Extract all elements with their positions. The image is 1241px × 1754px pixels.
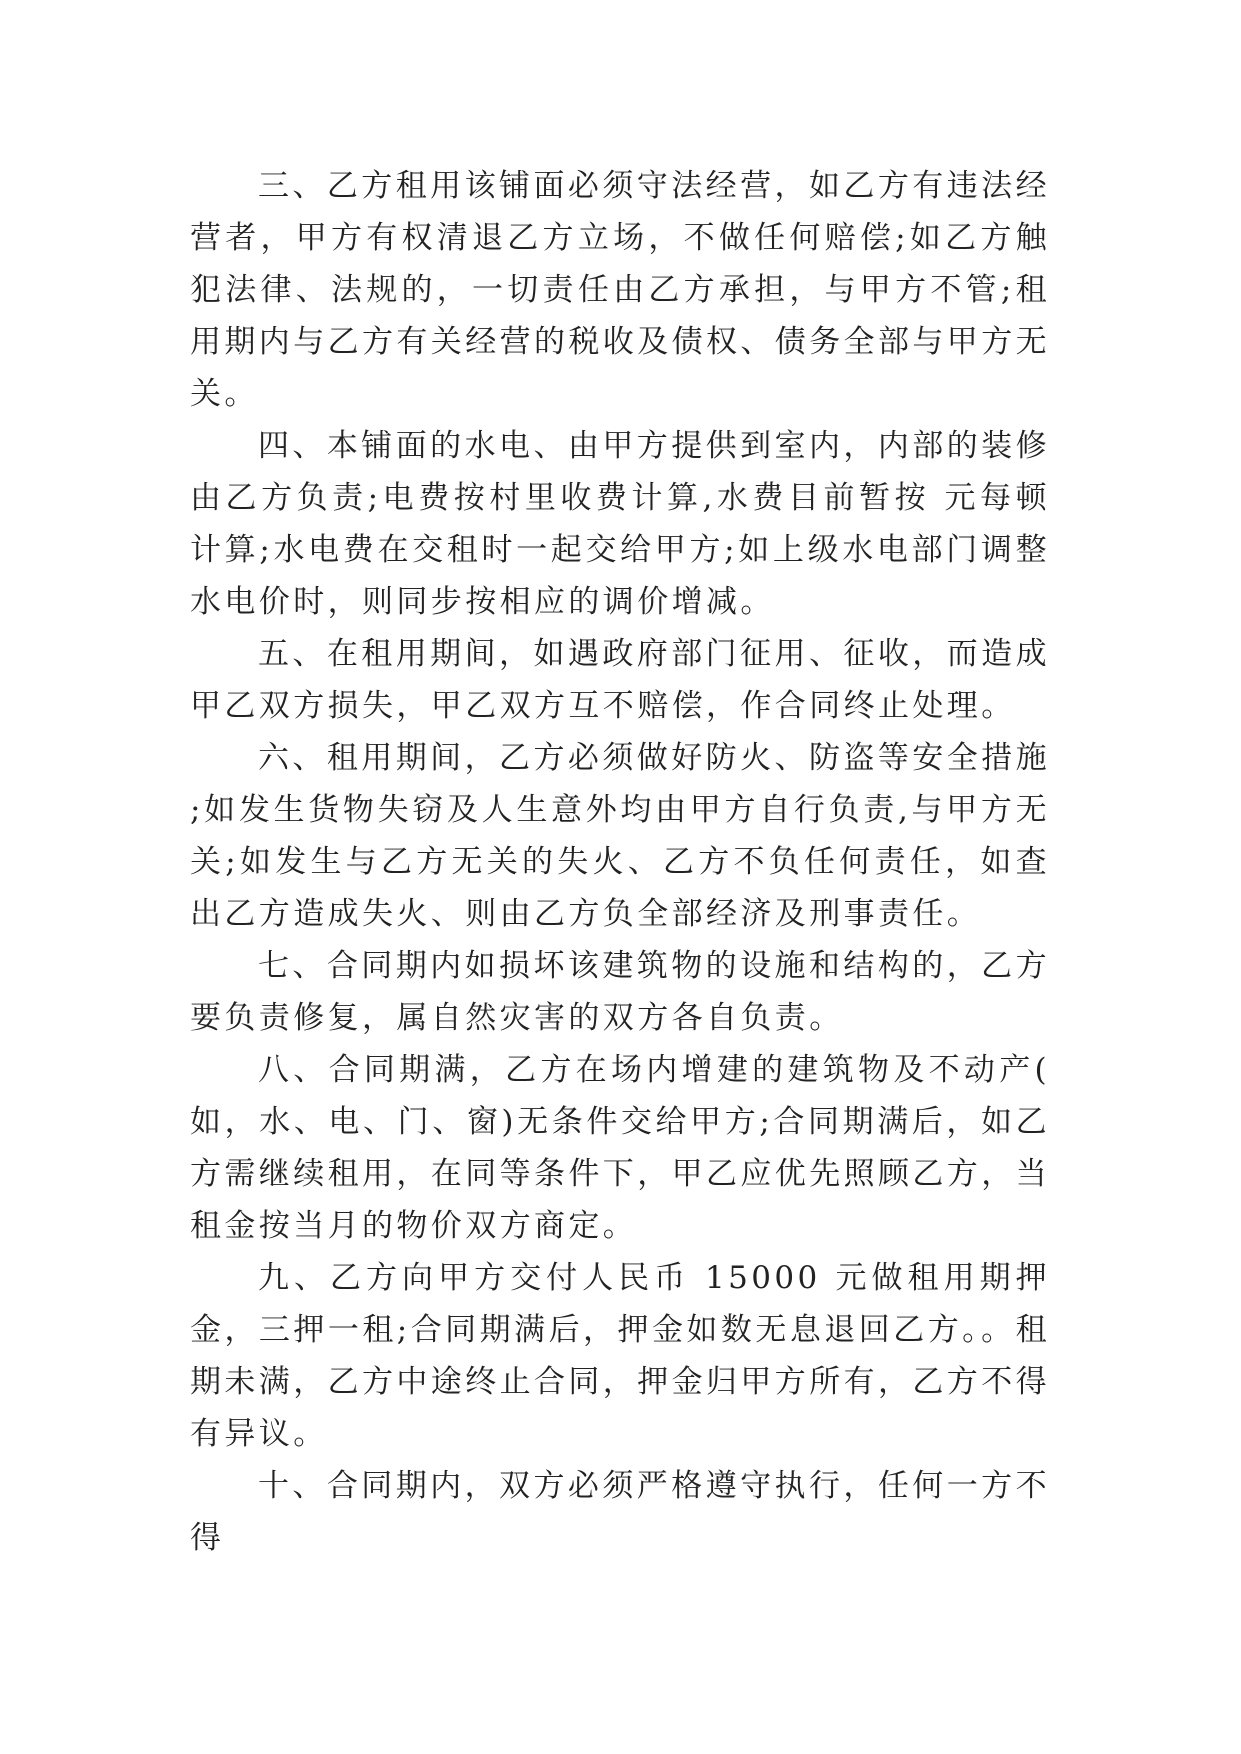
clause-8-paragraph: 八、合同期满，乙方在场内增建的建筑物及不动产(如，水、电、门、窗)无条件交给甲方;合同期满后，如乙方需继续租用，在同等条件下，甲乙应优先照顾乙方，当租金按当月的物价双方商定。 bbox=[190, 1052, 1050, 1244]
clause-3-paragraph: 三、乙方租用该铺面必须守法经营，如乙方有违法经营者，甲方有权清退乙方立场，不做任何赔偿;如乙方触犯法律、法规的，一切责任由乙方承担，与甲方不管;租用期内与乙方有关经营的税收及债权、债务全部与甲方无关。 bbox=[190, 168, 1050, 412]
clause-6-paragraph: 六、租用期间，乙方必须做好防火、防盗等安全措施;如发生货物失窃及人生意外均由甲方自行负责,与甲方无关;如发生与乙方无关的失火、乙方不负任何责任，如查出乙方造成失火、则由乙方负全部经济及刑事责任。 bbox=[190, 740, 1050, 932]
clause-4-paragraph: 四、本铺面的水电、由甲方提供到室内，内部的装修由乙方负责;电费按村里收费计算,水费目前暂按 元每顿计算;水电费在交租时一起交给甲方;如上级水电部门调整水电价时，则同步按相应的调价增减。 bbox=[190, 428, 1050, 620]
contract-body bbox=[190, 160, 1050, 1564]
clause-10-paragraph: 十、合同期内，双方必须严格遵守执行，任何一方不得 bbox=[190, 1468, 1050, 1556]
clause-5-paragraph: 五、在租用期间，如遇政府部门征用、征收，而造成甲乙双方损失，甲乙双方互不赔偿，作合同终止处理。 bbox=[190, 636, 1050, 724]
clause-9-paragraph: 九、乙方向甲方交付人民币 15000 元做租用期押金，三押一租;合同期满后，押金如数无息退回乙方。。租期未满，乙方中途终止合同，押金归甲方所有，乙方不得有异议。 bbox=[190, 1260, 1050, 1452]
clause-7-paragraph: 七、合同期内如损坏该建筑物的设施和结构的，乙方要负责修复，属自然灾害的双方各自负责。 bbox=[190, 948, 1050, 1036]
